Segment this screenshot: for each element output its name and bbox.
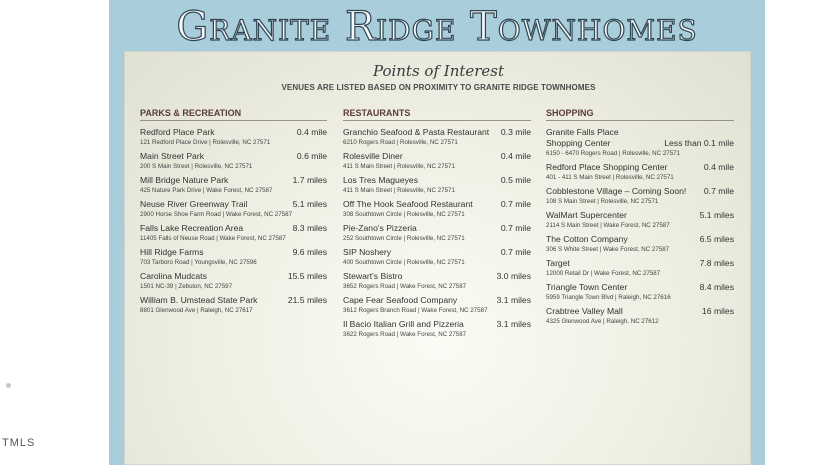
venue-address: 108 S Main Street | Rolesville, NC 27571 [546, 198, 659, 205]
list-item [546, 234, 734, 254]
venue-distance: 0.7 mile [500, 247, 531, 257]
venue-name: Redford Place Shopping Center [546, 162, 668, 172]
venue-distance: 7.8 miles [699, 258, 734, 268]
venue-name: Carolina Mudcats [140, 271, 207, 281]
venue-distance: 0.4 mile [296, 127, 327, 137]
venue-row [546, 162, 734, 173]
venue-address: 3652 Rogers Road | Wake Forest, NC 27587 [343, 283, 467, 290]
venue-name: Triangle Town Center [546, 282, 628, 292]
venue-row [343, 151, 531, 162]
venue-row [140, 175, 327, 186]
list-item [546, 210, 734, 230]
venue-address: 6150 - 6470 Rogers Road | Rolesville, NC 27571 [546, 150, 681, 157]
list-item [343, 271, 531, 291]
list-item [140, 127, 327, 147]
venue-row [140, 127, 327, 138]
venue-row [343, 127, 531, 138]
venue-row [546, 282, 734, 293]
venue-name: Neuse River Greenway Trail [140, 199, 248, 209]
venue-address: 401 - 411 S Main Street | Rolesville, NC 27571 [546, 174, 674, 181]
venue-distance: 0.4 mile [703, 162, 734, 172]
list-item [546, 258, 734, 278]
venue-name: Cobblestone Village – Coming Soon! [546, 186, 687, 196]
venue-address: 308 Southtown Circle | Rolesville, NC 27571 [343, 211, 465, 218]
venue-name: The Cotton Company [546, 234, 628, 244]
list-item [546, 306, 734, 326]
list-item [140, 175, 327, 195]
brochure-frame [109, 0, 765, 465]
list-item [343, 127, 531, 147]
venue-distance: 8.3 miles [292, 223, 327, 233]
venue-row [546, 258, 734, 269]
venue-name: Los Tres Magueyes [343, 175, 418, 185]
venue-name: Main Street Park [140, 151, 204, 161]
venue-name: Target [546, 258, 570, 268]
venue-address: 121 Redford Place Drive | Rolesville, NC 27571 [140, 139, 271, 146]
list-item [343, 151, 531, 171]
list-item [343, 295, 531, 315]
venue-row [343, 319, 531, 330]
list-item [546, 186, 734, 206]
venue-address: 400 Southtown Circle | Rolesville, NC 27571 [343, 259, 465, 266]
list-item [140, 271, 327, 291]
venue-address: 11405 Falls of Neuse Road | Wake Forest, NC 27587 [140, 235, 286, 242]
venue-row [546, 234, 734, 245]
venue-name: SIP Noshery [343, 247, 392, 257]
venue-row [546, 210, 734, 221]
list-item [343, 175, 531, 195]
venue-distance: 15.5 miles [287, 271, 327, 281]
venue-row [140, 271, 327, 282]
venue-name: Granite Falls Place Shopping Center [546, 127, 619, 148]
venue-name: Stewart's Bistro [343, 271, 403, 281]
column-heading: RESTAURANTS [343, 108, 531, 121]
venue-distance: 6.5 miles [699, 234, 734, 244]
venue-name: Crabtree Valley Mall [546, 306, 623, 316]
venue-distance: 0.6 mile [296, 151, 327, 161]
venue-address: 3612 Rogers Branch Road | Wake Forest, NC 27587 [343, 307, 488, 314]
venue-name: Rolesville Diner [343, 151, 403, 161]
venue-row [343, 199, 531, 210]
list-item [343, 247, 531, 267]
venue-row [343, 295, 531, 306]
venue-name: Hill Ridge Farms [140, 247, 204, 257]
venue-address: 2114 S Main Street | Wake Forest, NC 27587 [546, 222, 670, 229]
bullet-dot-icon [6, 383, 11, 388]
venue-distance: 8.4 miles [699, 282, 734, 292]
list-item [140, 199, 327, 219]
venue-distance: 21.5 miles [287, 295, 327, 305]
venue-address: 425 Nature Park Drive | Wake Forest, NC 27587 [140, 187, 273, 194]
venue-address: 3622 Rogers Road | Wake Forest, NC 27587 [343, 331, 467, 338]
column-heading: SHOPPING [546, 108, 734, 121]
venue-distance: 3.1 miles [496, 295, 531, 305]
venue-name: William B. Umstead State Park [140, 295, 258, 305]
venue-address: 4325 Glenwood Ave | Raleigh, NC 27612 [546, 318, 659, 325]
venue-address: 252 Southtown Circle | Rolesville, NC 27571 [343, 235, 465, 242]
venue-distance: Less than 0.1 mile [664, 138, 734, 148]
venue-name: WalMart Supercenter [546, 210, 627, 220]
venue-distance: 0.5 mile [500, 175, 531, 185]
list-item [140, 247, 327, 267]
panel-subtitle: VENUES ARE LISTED BASED ON PROXIMITY TO GRANITE RIDGE TOWNHOMES [281, 83, 596, 92]
venue-name: Granchio Seafood & Pasta Restaurant [343, 127, 490, 137]
list-item [546, 162, 734, 182]
column-heading: PARKS & RECREATION [140, 108, 327, 121]
list-item [140, 223, 327, 243]
venue-distance: 16 miles [702, 306, 734, 316]
venue-row [343, 247, 531, 258]
venue-distance: 5.1 miles [699, 210, 734, 220]
venue-row [546, 306, 734, 317]
venue-row [343, 223, 531, 234]
venue-address: 200 S Main Street | Rolesville, NC 27571 [140, 163, 253, 170]
venue-row [140, 223, 327, 234]
venue-distance: 0.4 mile [500, 151, 531, 161]
points-of-interest-panel [124, 51, 751, 465]
venue-address: 703 Tarboro Road | Youngsville, NC 27596 [140, 259, 257, 266]
venue-row [140, 199, 327, 210]
venue-row [140, 247, 327, 258]
venue-name: Pie-Zano's Pizzeria [343, 223, 417, 233]
venue-address: 12000 Retail Dr | Wake Forest, NC 27587 [546, 270, 661, 277]
venue-row [343, 175, 531, 186]
venue-address: 411 S Main Street | Rolesville, NC 27571 [343, 163, 455, 170]
venue-distance: 9.6 miles [292, 247, 327, 257]
venue-name: Off The Hook Seafood Restaurant [343, 199, 473, 209]
venue-distance: 5.1 miles [292, 199, 327, 209]
venue-name: Redford Place Park [140, 127, 215, 137]
list-item [343, 223, 531, 243]
venue-row [546, 186, 734, 197]
watermark-text: TMLS [2, 437, 36, 449]
venue-address: 411 S Main Street | Rolesville, NC 27571 [343, 187, 455, 194]
venue-distance: 0.7 mile [703, 186, 734, 196]
venue-address: 8801 Glenwood Ave | Raleigh, NC 27617 [140, 307, 253, 314]
venue-address: 6210 Rogers Road | Rolesville, NC 27571 [343, 139, 458, 146]
page-title: Granite Ridge Townhomes [176, 4, 698, 50]
venue-row [343, 271, 531, 282]
list-item [546, 282, 734, 302]
venue-address: 306 S White Street | Wake Forest, NC 27587 [546, 246, 670, 253]
venue-address: 5959 Triangle Town Blvd | Raleigh, NC 27616 [546, 294, 671, 301]
venue-name: Falls Lake Recreation Area [140, 223, 244, 233]
venue-name: Mill Bridge Nature Park [140, 175, 229, 185]
venue-distance: 0.7 mile [500, 199, 531, 209]
venue-name: Il Bacio Italian Grill and Pizzeria [343, 319, 464, 329]
list-item [546, 127, 734, 158]
venue-address: 1501 NC-39 | Zebulon, NC 27597 [140, 283, 233, 290]
venue-distance: 3.1 miles [496, 319, 531, 329]
venue-distance: 3.0 miles [496, 271, 531, 281]
restaurants-column [343, 108, 531, 343]
venue-address: 2900 Horse Shoe Farm Road | Wake Forest, NC 27587 [140, 211, 293, 218]
venue-row [140, 151, 327, 162]
venue-name: Cape Fear Seafood Company [343, 295, 458, 305]
list-item [140, 295, 327, 315]
venue-row [140, 295, 327, 306]
list-item [343, 199, 531, 219]
list-item [343, 319, 531, 339]
venue-row [546, 127, 734, 149]
panel-heading: Points of Interest [372, 62, 505, 80]
list-item [140, 151, 327, 171]
shopping-column [546, 108, 734, 330]
venue-distance: 0.3 mile [500, 127, 531, 137]
venue-distance: 0.7 mile [500, 223, 531, 233]
parks-recreation-column [140, 108, 327, 319]
venue-distance: 1.7 miles [292, 175, 327, 185]
